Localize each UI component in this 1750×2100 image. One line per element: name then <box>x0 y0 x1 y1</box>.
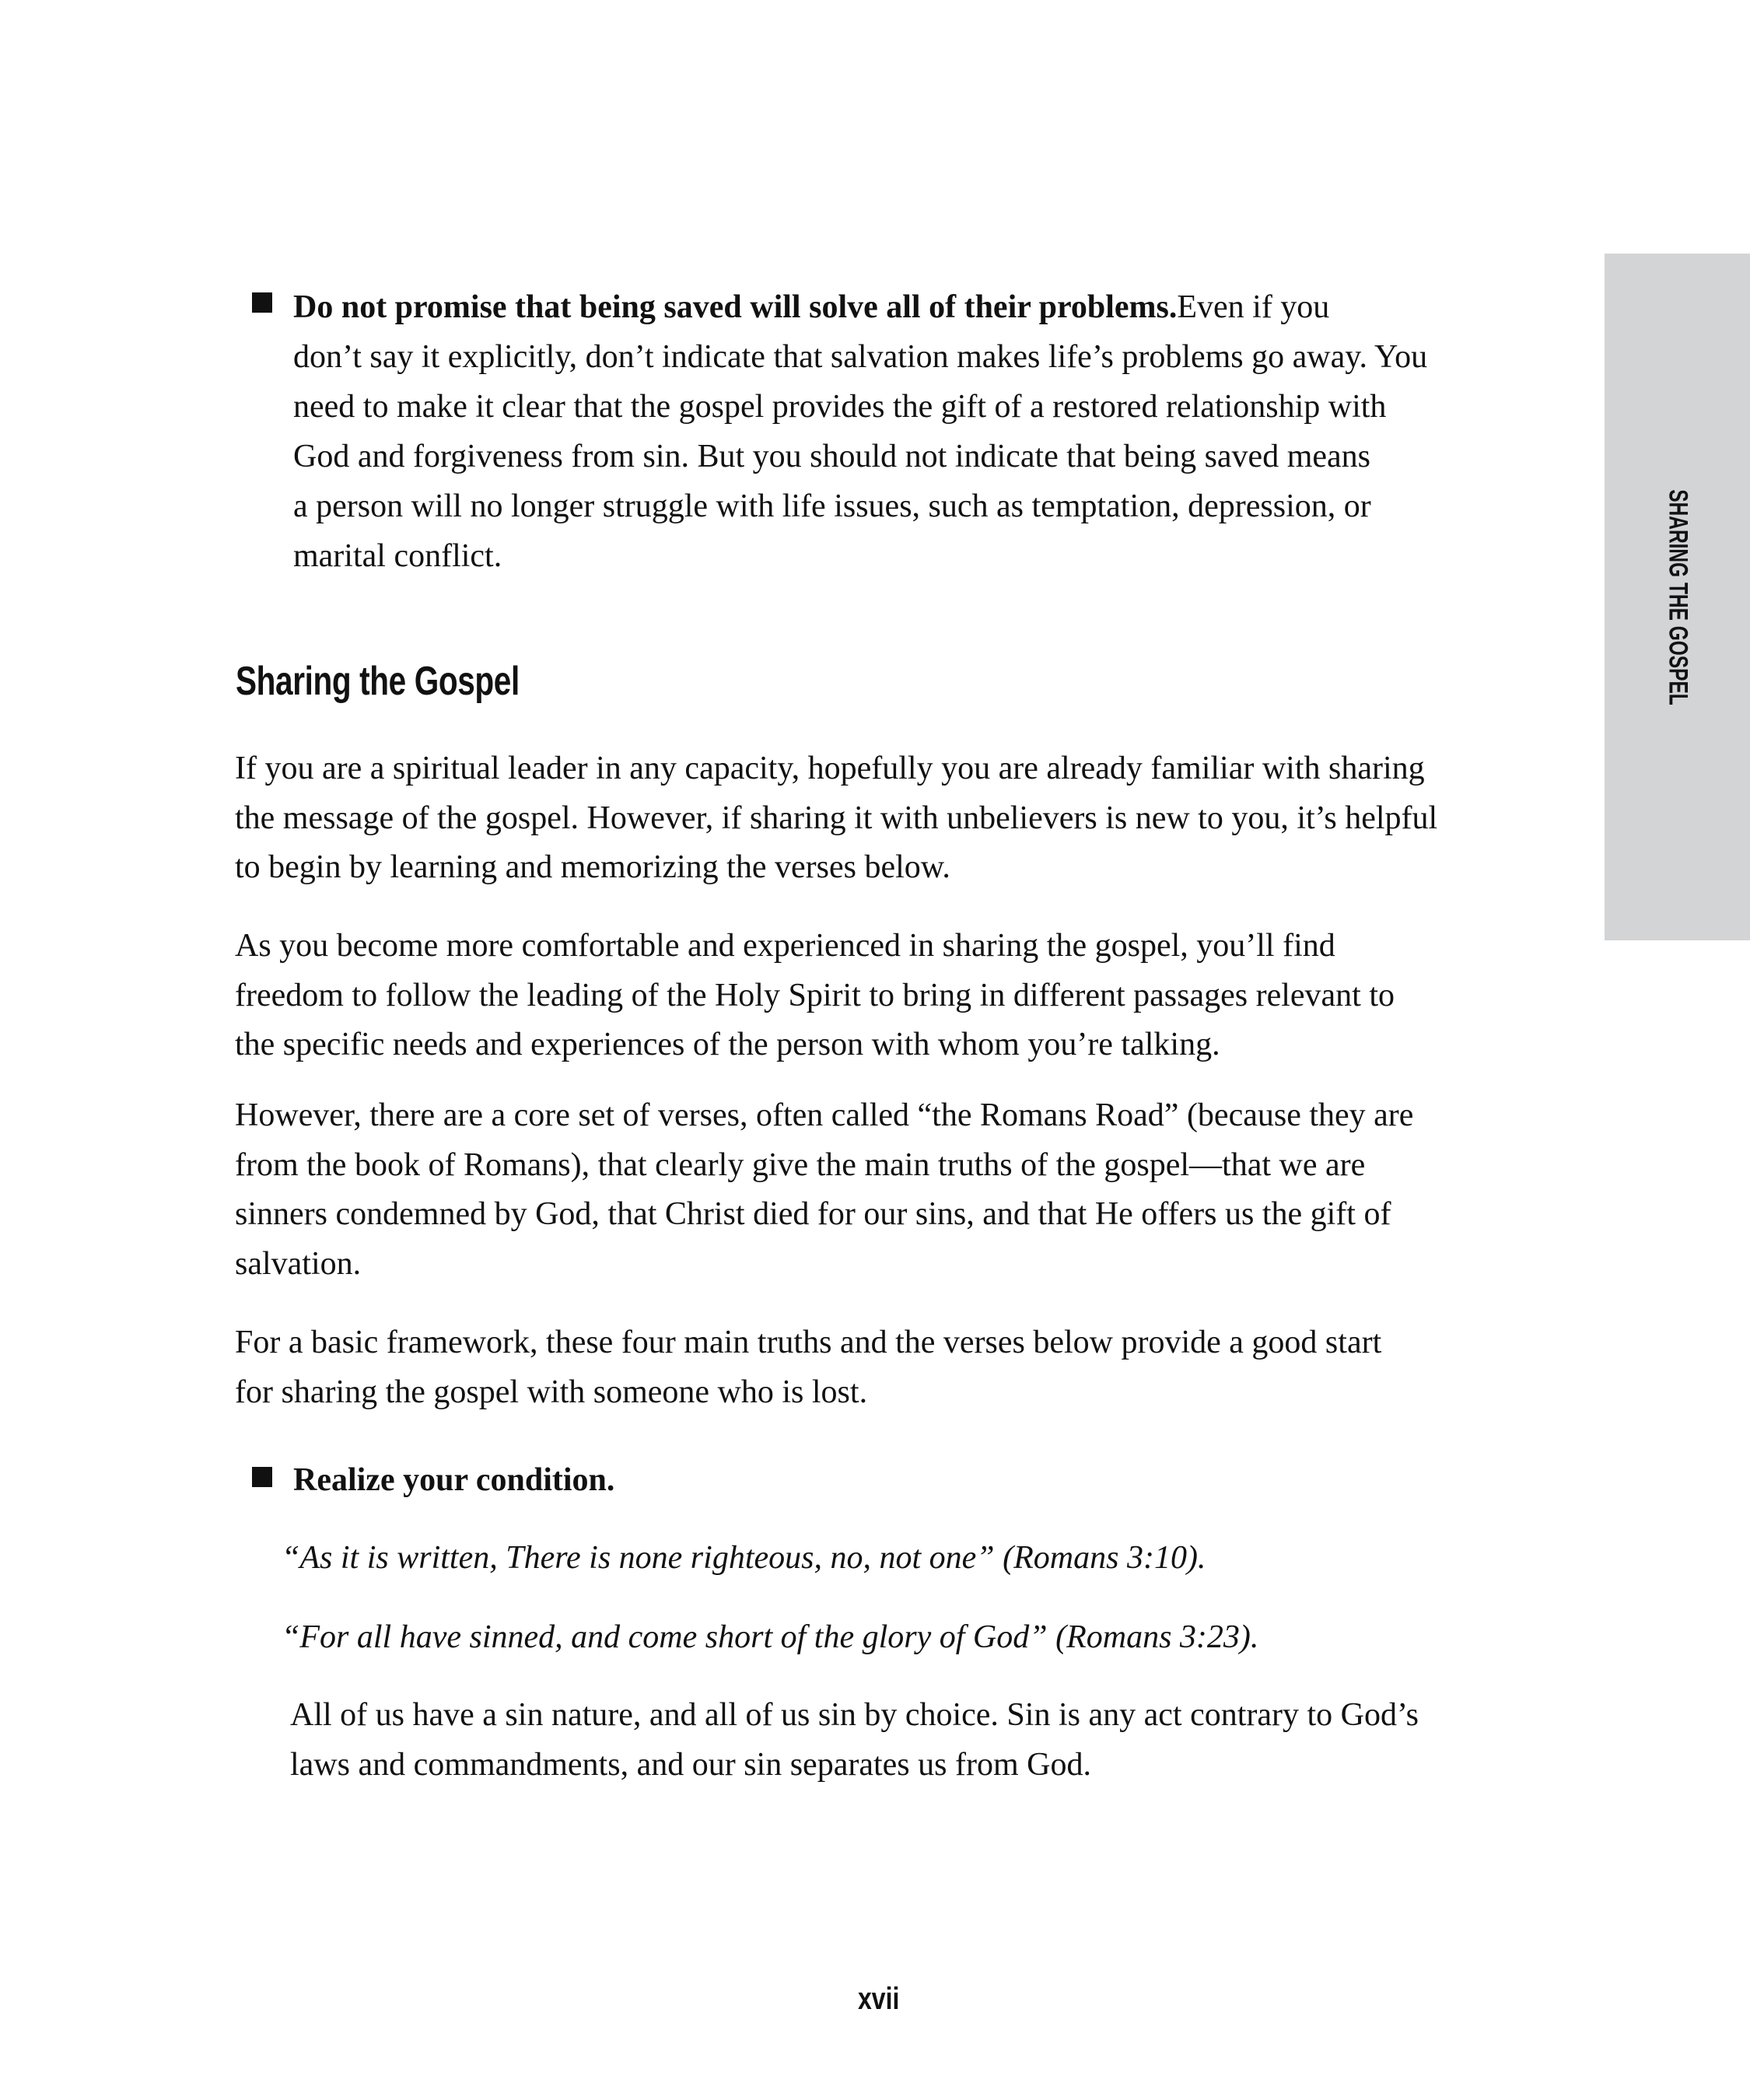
bullet-line <box>293 332 1538 382</box>
bullet-text: God and forgiveness from sin. But you should not indicate that being saved means <box>293 439 1370 474</box>
paragraph-line: the specific needs and experiences of the person with whom you’re talking. <box>235 1027 1220 1062</box>
paragraph-intro <box>235 744 1542 893</box>
paragraph-line: for sharing the gospel with someone who is lost. <box>235 1374 868 1410</box>
paragraph-line: from the book of Romans), that clearly give the main truths of the gospel—that we are <box>235 1146 1366 1183</box>
square-bullet-icon <box>252 1467 272 1487</box>
page-number: xvii <box>858 1982 900 2016</box>
paragraph-line: sinners condemned by God, that Christ died for our sins, and that He offers us the gift of <box>235 1196 1391 1232</box>
paragraph-framework <box>235 1318 1542 1417</box>
bullet-bold-lead: Do not promise that being saved will solve all of their problems. <box>293 289 1178 325</box>
paragraph-line: salvation. <box>235 1245 362 1282</box>
section-heading: Sharing the Gospel <box>236 659 520 704</box>
bullet-line <box>293 531 1538 581</box>
chapter-tab-text: SHARING THE GOSPEL <box>1663 488 1692 705</box>
bullet-line <box>293 432 1538 481</box>
paragraph-line: However, there are a core set of verses, often called “the Romans Road” (because they are <box>235 1097 1414 1133</box>
paragraph-line: the message of the gospel. However, if sharing it with unbelievers is new to you, it’s helpful <box>235 800 1438 836</box>
scripture-quote: “For all have sinned, and come short of the glory of God” (Romans 3:23). <box>282 1619 1259 1655</box>
bullet-line <box>293 382 1538 432</box>
bullet-text: a person will no longer struggle with life issues, such as temptation, depression, or <box>293 488 1371 524</box>
chapter-side-tab <box>1605 254 1750 940</box>
bullet-text: need to make it clear that the gospel provides the gift of a restored relationship with <box>293 389 1387 425</box>
square-bullet-icon <box>252 292 272 313</box>
chapter-tab-label <box>1662 447 1692 747</box>
bullet-text: don’t say it explicitly, don’t indicate that salvation makes life’s problems go away. You <box>293 339 1428 375</box>
paragraph-line: All of us have a sin nature, and all of us sin by choice. Sin is any act contrary to God’s <box>290 1697 1419 1733</box>
bullet-line <box>293 282 1538 332</box>
paragraph-romans-road <box>235 1091 1542 1289</box>
paragraph-line: to begin by learning and memorizing the verses below. <box>235 849 950 885</box>
paragraph-line: freedom to follow the leading of the Holy Spirit to bring in different passages relevant to <box>235 977 1395 1013</box>
bullet-text: marital conflict. <box>293 538 502 574</box>
bullet-item-realize-condition: Realize your condition. <box>293 1462 615 1498</box>
bullet-line <box>293 481 1538 531</box>
paragraph-line: laws and commandments, and our sin separates us from God. <box>290 1746 1091 1783</box>
paragraph-comfortable <box>235 922 1542 1070</box>
paragraph-line: As you become more comfortable and experienced in sharing the gospel, you’ll find <box>235 928 1335 964</box>
bullet-item-do-not-promise <box>293 282 1538 581</box>
bullet-text: Even if you <box>1177 289 1330 325</box>
paragraph-line: If you are a spiritual leader in any capacity, hopefully you are already familiar with sharing <box>235 751 1425 786</box>
scripture-quote: “As it is written, There is none righteous, no, not one” (Romans 3:10). <box>282 1540 1206 1576</box>
paragraph-line: For a basic framework, these four main truths and the verses below provide a good start <box>235 1325 1382 1360</box>
paragraph-sin-nature <box>290 1691 1419 1790</box>
